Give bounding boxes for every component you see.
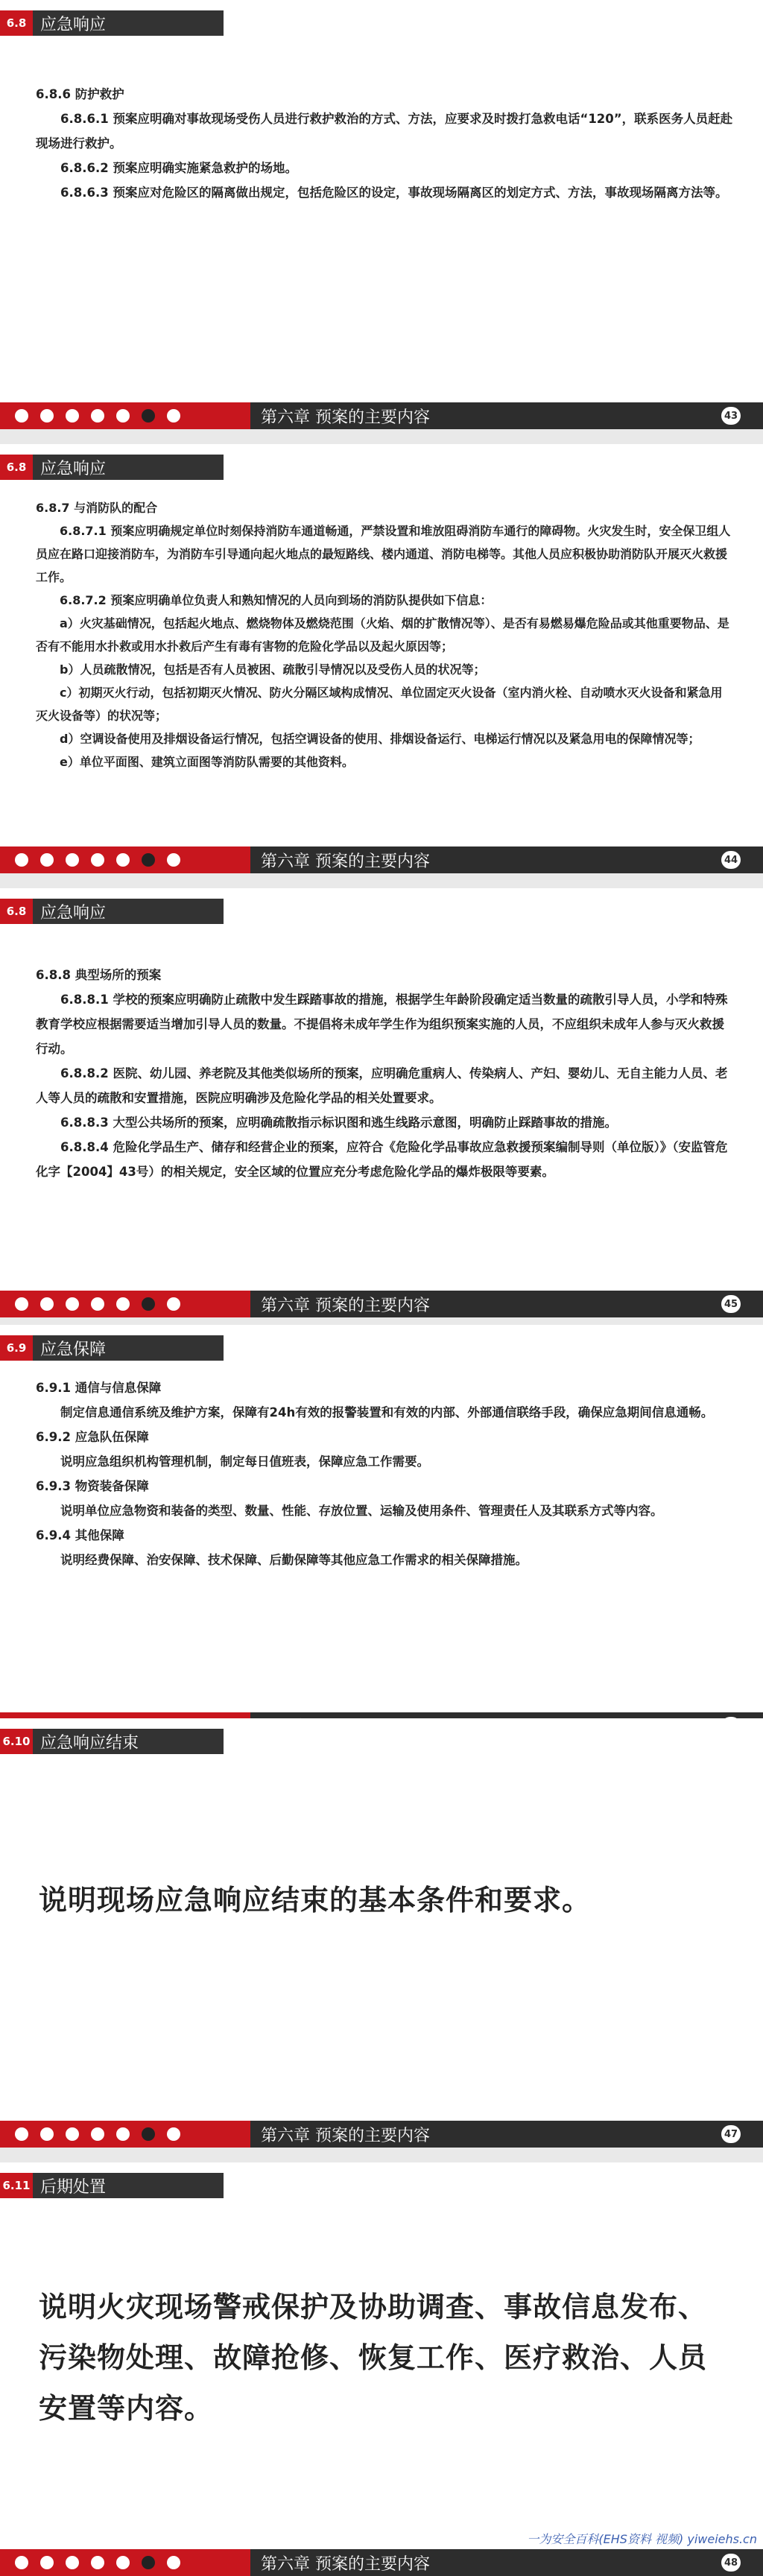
nav-dot-active [142, 1297, 155, 1311]
text-line: 6.8.8.2 医院、幼儿园、养老院及其他类似场所的预案，应明确危重病人、传染病人、产妇、婴幼儿、无自主能力人员、老人等人员的疏散和安置措施，医院应明确涉及危险化学品的相关处置要求。 [36, 1066, 728, 1105]
slide-footer [0, 1291, 763, 1317]
nav-dot-active [142, 853, 155, 867]
text-line: 6.8.6.3 预案应对危险区的隔离做出规定，包括危险区的设定，事故现场隔离区的划定方式、方法，事故现场隔离方法等。 [60, 186, 728, 200]
footer-dots [0, 402, 250, 429]
watermark-text: 一为安全百科(EHS资料 视频) yiweiehs.cn [527, 2532, 757, 2546]
section-number: 6.11 [0, 2173, 33, 2198]
text-line: 6.8.6.2 预案应明确实施紧急救护的场地。 [60, 161, 297, 175]
footer-chapter: 第六章 预案的主要内容 [261, 2554, 430, 2574]
section-header [0, 10, 224, 36]
page-number: 43 [721, 407, 741, 425]
section-number: 6.9 [0, 1335, 33, 1361]
section-number: 6.10 [0, 1729, 33, 1754]
section-header [0, 455, 224, 480]
slide-45 [0, 888, 763, 1317]
footer-chapter: 第六章 预案的主要内容 [261, 852, 430, 871]
nav-dot [116, 2127, 130, 2141]
nav-dot [66, 1297, 79, 1311]
section-title: 应急保障 [33, 1335, 224, 1361]
nav-dot [91, 1297, 104, 1311]
section-title: 后期处置 [33, 2173, 224, 2198]
nav-dot [167, 2127, 180, 2141]
nav-dot [116, 1297, 130, 1311]
nav-dot [91, 2127, 104, 2141]
slide-body [36, 496, 733, 773]
nav-dot [91, 2556, 104, 2569]
slide-body [36, 82, 733, 205]
section-header [0, 2173, 224, 2198]
nav-dot [40, 2127, 54, 2141]
text-line: 6.8.8.3 大型公共场所的预案，应明确疏散指示标识图和逃生线路示意图，明确防止踩踏事故的措施。 [60, 1115, 617, 1130]
page-number: 44 [721, 851, 741, 869]
slide-footer [0, 402, 763, 429]
nav-dot [167, 1297, 180, 1311]
text-line: a）火灾基础情况，包括起火地点、燃烧物体及燃烧范围（火焰、烟的扩散情况等）、是否有易燃易爆危险品或其他重要物品、是否有不能用水扑救或用水扑救后产生有毒有害物的危险化学品以及起火原因等； [36, 616, 729, 654]
text-line: 6.8.6.1 预案应明确对事故现场受伤人员进行救护救治的方式、方法，应要求及时拨打急救电话“120”，联系医务人员赶赴现场进行救护。 [36, 112, 733, 151]
text-line: 6.9.4 其他保障 [36, 1528, 124, 1542]
text-line: 6.9.1 通信与信息保障 [36, 1381, 162, 1395]
nav-dot [167, 853, 180, 867]
slide-statement: 说明现场应急响应结束的基本条件和要求。 [39, 1884, 592, 1917]
slide-footer [0, 846, 763, 873]
nav-dot [66, 2127, 79, 2141]
text-line: 6.8.7.2 预案应明确单位负责人和熟知情况的人员向到场的消防队提供如下信息： [60, 593, 493, 607]
section-number: 6.8 [0, 455, 33, 480]
section-title: 应急响应 [33, 10, 224, 36]
section-header [0, 1729, 224, 1754]
nav-dot [15, 2556, 28, 2569]
section-title: 应急响应 [33, 455, 224, 480]
nav-dot [167, 409, 180, 423]
text-line: b）人员疏散情况，包括是否有人员被困、疏散引导情况以及受伤人员的状况等； [60, 662, 486, 677]
nav-dot [40, 1297, 54, 1311]
text-line: 6.8.7 与消防队的配合 [36, 501, 158, 515]
footer-dots [0, 846, 250, 873]
nav-dot [91, 853, 104, 867]
nav-dot [40, 853, 54, 867]
page-number: 45 [721, 1295, 741, 1313]
nav-dot [167, 2556, 180, 2569]
footer-dots [0, 1291, 250, 1317]
nav-dot [66, 409, 79, 423]
section-number: 6.8 [0, 899, 33, 924]
nav-dot-active [142, 409, 155, 423]
text-line: 说明应急组织机构管理机制，制定每日值班表，保障应急工作需要。 [60, 1455, 429, 1469]
slide-43 [0, 0, 763, 429]
footer-chapter: 第六章 预案的主要内容 [261, 1296, 430, 1315]
text-line: 6.8.8.1 学校的预案应明确防止疏散中发生踩踏事故的措施，根据学生年龄阶段确定适当数量的疏散引导人员，小学和特殊教育学校应根据需要适当增加引导人员的数量。不提倡将未成年学生作为组织预案实施的人员，不应组织未成年人参与灭火救援行动。 [36, 993, 728, 1056]
footer-chapter: 第六章 预案的主要内容 [261, 2126, 430, 2145]
page-number: 48 [721, 2554, 741, 2572]
text-line: 说明经费保障、治安保障、技术保障、后勤保障等其他应急工作需求的相关保障措施。 [60, 1553, 528, 1567]
slide-body [36, 963, 733, 1184]
text-line: e）单位平面图、建筑立面图等消防队需要的其他资料。 [60, 755, 354, 769]
nav-dot [66, 2556, 79, 2569]
slide-47 [0, 1718, 763, 2148]
nav-dot [15, 2127, 28, 2141]
slide-48 [0, 2162, 763, 2576]
nav-dot [91, 409, 104, 423]
section-number: 6.8 [0, 10, 33, 36]
text-line: 6.8.7.1 预案应明确规定单位时刻保持消防车通道畅通，严禁设置和堆放阻碍消防车通行的障碍物。火灾发生时，安全保卫组人员应在路口迎接消防车，为消防车引导通向起火地点的最短路线、楼内通道、消防电梯等。其他人员应积极协助消防队开展灭火救援工作。 [36, 524, 731, 584]
text-line: 6.8.6 防护救护 [36, 87, 124, 101]
footer-dots [0, 2121, 250, 2148]
page-number: 47 [721, 2125, 741, 2143]
nav-dot [116, 2556, 130, 2569]
slide-46 [0, 1325, 763, 1739]
text-line: 6.9.2 应急队伍保障 [36, 1430, 149, 1444]
nav-dot [116, 853, 130, 867]
slide-footer [0, 2549, 763, 2576]
nav-dot-active [142, 2127, 155, 2141]
section-title: 应急响应结束 [33, 1729, 224, 1754]
text-line: 制定信息通信系统及维护方案，保障有24h有效的报警装置和有效的内部、外部通信联络手段，确保应急期间信息通畅。 [60, 1405, 714, 1420]
section-title: 应急响应 [33, 899, 224, 924]
nav-dot [116, 409, 130, 423]
slide-body [36, 1376, 733, 1572]
nav-dot [15, 1297, 28, 1311]
text-line: d）空调设备使用及排烟设备运行情况，包括空调设备的使用、排烟设备运行、电梯运行情况以及紧急用电的保障情况等； [60, 732, 700, 746]
nav-dot-active [142, 2556, 155, 2569]
text-line: 6.9.3 物资装备保障 [36, 1479, 149, 1493]
nav-dot [40, 409, 54, 423]
text-line: c）初期灭火行动，包括初期灭火情况、防火分隔区域构成情况、单位固定灭火设备（室内消火栓、自动喷水灭火设备和紧急用灭火设备等）的状况等； [36, 686, 723, 723]
text-line: 说明单位应急物资和装备的类型、数量、性能、存放位置、运输及使用条件、管理责任人及其联系方式等内容。 [60, 1504, 663, 1518]
text-line: 6.8.8 典型场所的预案 [36, 968, 162, 982]
section-header [0, 899, 224, 924]
nav-dot [66, 853, 79, 867]
footer-chapter: 第六章 预案的主要内容 [261, 408, 430, 427]
footer-dots [0, 2549, 250, 2576]
slide-statement: 说明火灾现场警戒保护及协助调查、事故信息发布、污染物处理、故障抢修、恢复工作、医疗救治、人员安置等内容。 [39, 2291, 708, 2425]
slide-footer [0, 2121, 763, 2148]
slide-44 [0, 444, 763, 873]
nav-dot [15, 409, 28, 423]
nav-dot [15, 853, 28, 867]
section-header [0, 1335, 224, 1361]
nav-dot [40, 2556, 54, 2569]
text-line: 6.8.8.4 危险化学品生产、储存和经营企业的预案，应符合《危险化学品事故应急救援预案编制导则（单位版）》（安监管危化字【2004】43号）的相关规定，安全区域的位置应充分考虑危险化学品的爆炸极限等要素。 [36, 1140, 728, 1179]
